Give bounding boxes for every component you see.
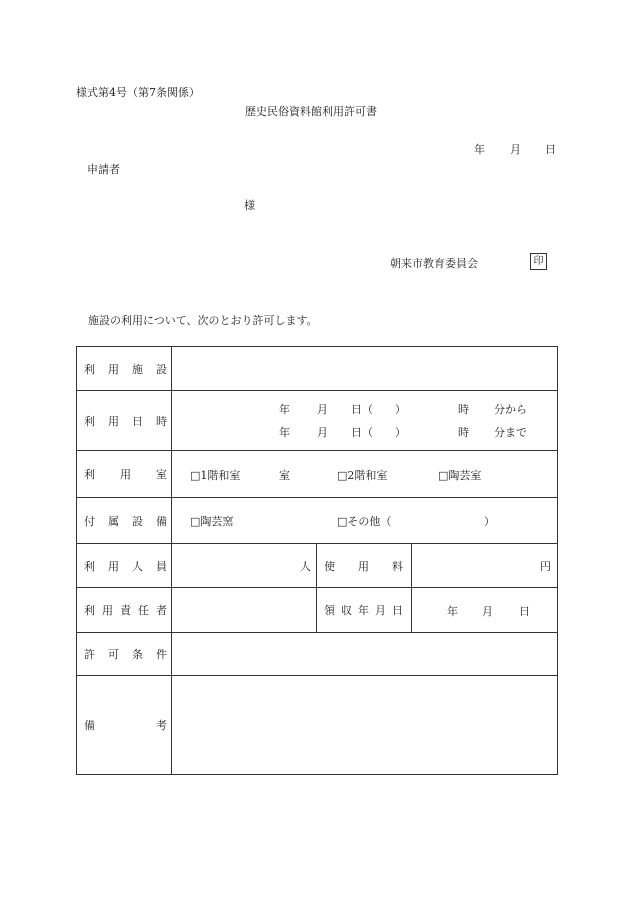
row-conditions xyxy=(77,633,558,676)
date-day: 日 xyxy=(545,143,556,156)
start-day: 日（ ） xyxy=(351,403,406,416)
applicant-label: 申請者 xyxy=(87,163,120,176)
equipment-other-close: ） xyxy=(484,515,495,528)
receipt-date-label: 領 収 年 月 日 xyxy=(317,588,412,633)
start-year: 年 xyxy=(279,403,290,416)
row-room xyxy=(77,451,558,498)
start-minute: 分から xyxy=(494,403,527,416)
row-datetime xyxy=(77,391,558,451)
fee-unit: 円 xyxy=(540,559,552,573)
people-field[interactable] xyxy=(172,544,317,588)
room-field xyxy=(172,451,558,498)
datetime-label: 利 用 日 時 xyxy=(77,391,172,451)
seal-mark: 印 xyxy=(530,253,547,270)
fee-label: 使 用 料 xyxy=(317,544,412,588)
row-facility xyxy=(77,347,558,391)
room-option-2f-washitsu[interactable]: □2階和室 xyxy=(337,469,388,482)
permission-statement: 施設の利用について、次のとおり許可します。 xyxy=(88,314,318,327)
fee-field[interactable] xyxy=(412,544,558,588)
equipment-label: 付 属 設 備 xyxy=(77,498,172,544)
form-number: 様式第4号（第7条関係） xyxy=(76,86,200,99)
receipt-day: 日 xyxy=(519,605,530,618)
room-option-1f-washitsu[interactable]: □1階和室 xyxy=(190,469,241,482)
issuer-name: 朝来市教育委員会 xyxy=(390,257,478,270)
start-hour: 時 xyxy=(458,403,469,416)
people-unit: 人 xyxy=(300,559,311,573)
row-remarks xyxy=(77,676,558,775)
people-label: 利 用 人 員 xyxy=(77,544,172,588)
end-month: 月 xyxy=(317,426,328,439)
start-month: 月 xyxy=(317,403,328,416)
room-option-room: 室 xyxy=(279,469,290,482)
honorific: 様 xyxy=(244,199,255,212)
document-title: 歴史民俗資料館利用許可書 xyxy=(245,105,377,118)
end-year: 年 xyxy=(279,426,290,439)
room-label: 利 用 室 xyxy=(77,451,172,498)
remarks-label: 備 考 xyxy=(77,676,172,775)
date-month: 月 xyxy=(510,143,521,156)
facility-field[interactable] xyxy=(172,347,558,391)
equipment-option-other[interactable]: □その他（ xyxy=(337,515,392,528)
responsible-field[interactable] xyxy=(172,588,317,633)
permit-table xyxy=(76,346,558,775)
row-equipment xyxy=(77,498,558,544)
row-people-fee xyxy=(77,544,558,588)
conditions-field[interactable] xyxy=(172,633,558,676)
remarks-field[interactable] xyxy=(172,676,558,775)
datetime-field[interactable] xyxy=(172,391,558,451)
receipt-year: 年 xyxy=(447,605,458,618)
receipt-month: 月 xyxy=(482,605,493,618)
conditions-label: 許 可 条 件 xyxy=(77,633,172,676)
date-year: 年 xyxy=(474,143,485,156)
equipment-field xyxy=(172,498,558,544)
row-responsible-receipt xyxy=(77,588,558,633)
end-day: 日（ ） xyxy=(351,426,406,439)
end-hour: 時 xyxy=(458,426,469,439)
equipment-option-kiln[interactable]: □陶芸窯 xyxy=(190,515,234,528)
receipt-date-field[interactable] xyxy=(412,588,558,633)
facility-label: 利 用 施 設 xyxy=(77,347,172,391)
end-minute: 分まで xyxy=(494,426,527,439)
responsible-label: 利 用 責 任 者 xyxy=(77,588,172,633)
room-option-pottery[interactable]: □陶芸室 xyxy=(438,469,482,482)
